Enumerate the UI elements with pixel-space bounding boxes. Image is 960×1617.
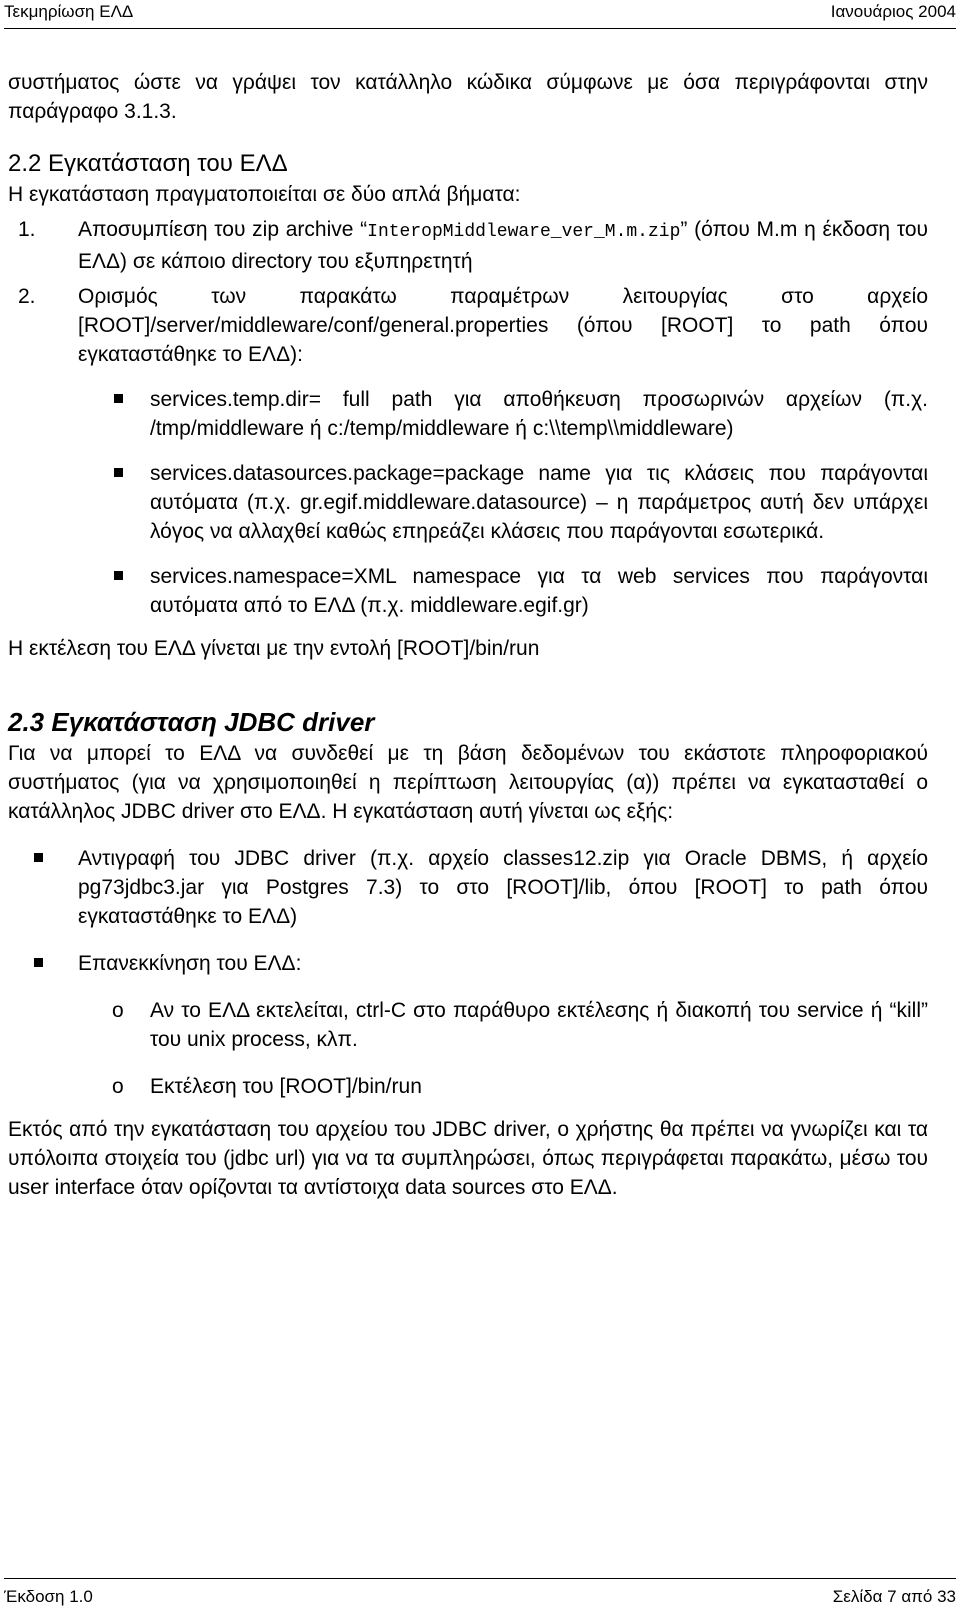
footer-version: Έκδοση 1.0 — [4, 1587, 93, 1606]
step-2-text: Ορισμός των παρακάτω παραμέτρων λειτουργίας στο αρχείο [ROOT]/server/middleware/conf/general.properties (όπου [ROOT] το path όπου εγκαταστάθηκε το ΕΛΔ): — [78, 285, 928, 366]
footer-page-number: Σελίδα 7 από 33 — [832, 1587, 956, 1606]
install-step-2 — [8, 282, 928, 369]
section-2-2-heading: 2.2 Εγκατάσταση του ΕΛΔ — [8, 150, 288, 177]
param-text: services.temp.dir= full path για αποθήκευση προσωρινών αρχείων (π.χ. /tmp/middleware ή c:/temp/middleware ή c:\\temp\\middleware) — [150, 388, 928, 440]
section-2-3-heading: 2.3 Εγκατάσταση JDBC driver — [8, 707, 375, 737]
run-command-paragraph: Η εκτέλεση του ΕΛΔ γίνεται με την εντολή [ROOT]/bin/run — [8, 637, 540, 660]
jdbc-bullet-restart — [8, 949, 928, 978]
param-text: services.datasources.package=package name για τις κλάσεις που παράγονται αυτόματα (π.χ. gr.egif.middleware.datasource) – η παράμετρος αυτή δεν υπάρχει λόγος να αλλαχθεί καθώς επηρεάζει κλάσεις που παράγονται εσωτερικά. — [150, 462, 928, 543]
jdbc-lead: Για να μπορεί το ΕΛΔ να συνδεθεί με τη βάση δεδομένων του εκάστοτε πληροφοριακού συστήματος (για να χρησιμοποιηθεί η περίπτωση λειτουργίας (α)) πρέπει να εγκατασταθεί ο κατάλληλος JDBC driver στο ΕΛΔ. Η εγκατάσταση αυτή γίνεται ως εξής: — [8, 742, 928, 823]
square-bullet-icon — [114, 394, 123, 403]
circle-bullet-icon: o — [112, 1075, 124, 1098]
square-bullet-icon — [114, 468, 123, 477]
zip-filename: InteropMiddleware_ver_M.m.zip — [367, 222, 681, 242]
jdbc-bullet-copy — [8, 844, 928, 931]
page-footer — [4, 1578, 956, 1615]
restart-sub-item — [8, 1072, 928, 1101]
intro-paragraph: συστήματος ώστε να γράψει τον κατάλληλο κώδικα σύμφωνε με όσα περιγράφονται στην παράγραφο 3.1.3. — [8, 71, 928, 123]
param-datasources-package — [8, 459, 928, 546]
square-bullet-icon — [34, 853, 43, 862]
sub-item-text: Εκτέλεση του [ROOT]/bin/run — [150, 1075, 422, 1098]
step-number: 2. — [18, 285, 36, 308]
restart-sub-item — [8, 996, 928, 1054]
header-date: Ιανουάριος 2004 — [830, 2, 956, 21]
install-lead: Η εγκατάσταση πραγματοποιείται σε δύο απλά βήματα: — [8, 183, 521, 206]
closing-paragraph: Εκτός από την εγκατάσταση του αρχείου του JDBC driver, ο χρήστης θα πρέπει να γνωρίζει και τα υπόλοιπα στοιχεία του (jdbc url) για να τα συμπληρώσει, όπως περιγράφεται παρακάτω, μέσω του user interface όταν ορίζονται τα αντίστοιχα data sources στο ΕΛΔ. — [8, 1118, 928, 1199]
circle-bullet-icon: o — [112, 999, 124, 1022]
param-text: services.namespace=XML namespace για τα web services που παράγονται αυτόματα από το ΕΛΔ (π.χ. middleware.egif.gr) — [150, 565, 928, 617]
bullet-text: Αντιγραφή του JDBC driver (π.χ. αρχείο classes12.zip για Oracle DBMS, ή αρχείο pg73jdbc3.jar για Postgres 7.3) το στο [ROOT]/lib, όπου [ROOT] το path όπου εγκαταστάθηκε το ΕΛΔ) — [78, 847, 928, 928]
install-step-1 — [8, 215, 928, 276]
param-temp-dir — [8, 385, 928, 443]
step-1-post: ” (όπου M.m η έκδοση του ΕΛΔ) σε κάποιο directory του εξυπηρετητή — [78, 218, 928, 273]
param-namespace — [8, 562, 928, 620]
bullet-text: Επανεκκίνηση του ΕΛΔ: — [78, 952, 302, 975]
step-1-text — [78, 215, 928, 276]
step-1-pre: Αποσυμπίεση του zip archive “ — [78, 218, 368, 241]
header-doc-title: Τεκμηρίωση ΕΛΔ — [4, 2, 134, 21]
document-body — [8, 68, 928, 1202]
step-number: 1. — [18, 218, 36, 241]
sub-item-text: Αν το ΕΛΔ εκτελείται, ctrl-C στο παράθυρο εκτέλεσης ή διακοπή του service ή “kill” του unix process, κλπ. — [150, 999, 928, 1051]
square-bullet-icon — [34, 958, 43, 967]
page-header — [4, 0, 956, 29]
square-bullet-icon — [114, 571, 123, 580]
